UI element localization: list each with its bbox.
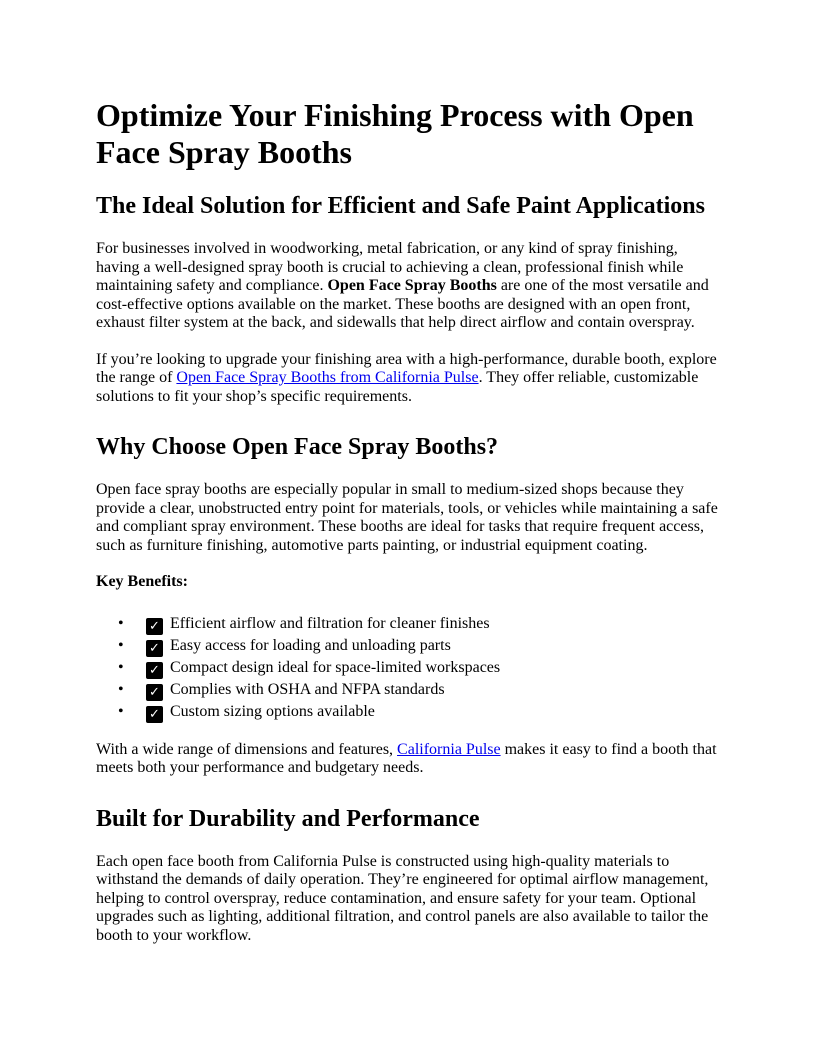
why-choose-paragraph: Open face spray booths are especially popular in small to medium-sized shops because they provide a clear, unobstructed entry point for materials, tools, or vehicles while maintaining a safe and compliant spray environment. These booths are ideal for tasks that require frequent access, such as furniture finishing, automotive parts painting, or industrial equipment coating.: [96, 481, 718, 554]
intro-paragraph-1: [96, 240, 720, 333]
checkmark-icon: ✓: [146, 640, 163, 657]
why-choose-closing-paragraph: [96, 741, 720, 778]
checkmark-icon: ✓: [146, 706, 163, 723]
benefit-text: Complies with OSHA and NFPA standards: [170, 680, 445, 698]
intro-p2-text-before: If you’re looking to upgrade your finishing area with a high-performance, durable booth, explore the range of: [96, 350, 717, 386]
checkmark-icon: ✓: [146, 618, 163, 635]
intro-p2-text-after: . They offer reliable, customizable solutions to fit your shop’s specific requirements.: [96, 369, 699, 405]
intro-p1-text-after: are one of the most versatile and cost-effective options available on the market. These booths are designed with an open front, exhaust filter system at the back, and sidewalls that help direct airflow and contain overspray.: [96, 277, 709, 331]
durability-heading: Built for Durability and Performance: [96, 805, 480, 832]
page-title: Optimize Your Finishing Process with Open Face Spray Booths: [96, 97, 694, 170]
page-subtitle: The Ideal Solution for Efficient and Safe Paint Applications: [96, 193, 705, 219]
why-choose-heading: Why Choose Open Face Spray Booths?: [96, 434, 499, 460]
bullet-icon: •: [118, 702, 124, 720]
bullet-icon: •: [118, 636, 124, 654]
bullet-icon: •: [118, 658, 124, 676]
benefit-text: Custom sizing options available: [170, 702, 375, 720]
list-item: [96, 613, 720, 635]
benefit-text: Easy access for loading and unloading parts: [170, 636, 451, 654]
list-item: [96, 679, 720, 701]
benefit-text: Compact design ideal for space-limited workspaces: [170, 658, 501, 676]
list-item: [96, 701, 720, 723]
key-benefits-heading: Key Benefits:: [96, 573, 188, 590]
list-item: [96, 635, 720, 657]
benefit-text: Efficient airflow and filtration for cleaner finishes: [170, 614, 490, 632]
closing-text-before: With a wide range of dimensions and features,: [96, 740, 398, 758]
list-item: [96, 657, 720, 679]
intro-p1-bold-term: Open Face Spray Booths: [327, 277, 497, 294]
intro-paragraph-2: [96, 351, 720, 407]
closing-text-after: makes it easy to find a booth that meets both your performance and budgetary needs.: [96, 740, 717, 776]
open-face-booths-link[interactable]: Open Face Spray Booths from California Pulse: [176, 369, 479, 386]
intro-p1-text-before: For businesses involved in woodworking, metal fabrication, or any kind of spray finishing, having a well-designed spray booth is crucial to achieving a clean, professional finish while maintaining safety and compliance.: [96, 240, 684, 294]
checkmark-icon: ✓: [146, 662, 163, 679]
checkmark-icon: ✓: [146, 684, 163, 701]
durability-paragraph: Each open face booth from California Pulse is constructed using high-quality materials to withstand the demands of daily operation. They’re engineered for optimal airflow management, helping to control overspray, reduce contamination, and ensure safety for your team. Optional upgrades such as lighting, additional filtration, and control panels are also available to tailor the booth to your workflow.: [96, 852, 709, 944]
california-pulse-link[interactable]: California Pulse: [397, 740, 501, 758]
bullet-icon: •: [118, 680, 124, 698]
bullet-icon: •: [118, 614, 124, 632]
key-benefits-list: [96, 613, 720, 723]
